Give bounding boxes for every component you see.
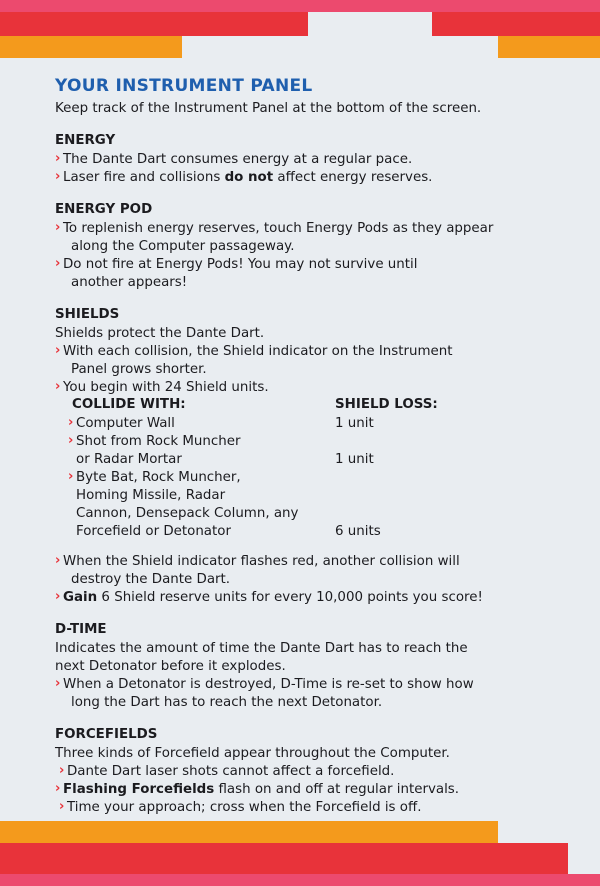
dtime-bullet-1a: › When a Detonator is destroyed, D-Time is re-set to show how (55, 676, 585, 694)
table-row-3b: Homing Missile, Radar (76, 488, 226, 503)
pod-bullet-2a: › Do not fire at Energy Pods! You may not survive until (55, 256, 585, 274)
forcefields-bullet-1: › Flashing Forcefields flash on and off at regular intervals. (55, 781, 585, 799)
table-row-2a: › Shot from Rock Muncher (64, 433, 336, 451)
energy-bullet-1: › The Dante Dart consumes energy at a regular pace. (55, 151, 585, 169)
bottom-red-band (0, 843, 568, 875)
shields-bullet-4: › Gain 6 Shield reserve units for every 10,000 points you score! (55, 589, 585, 607)
shields-bullet-2: › You begin with 24 Shield units. (55, 379, 585, 397)
energy-heading: ENERGY (55, 133, 116, 148)
collide-with-header: COLLIDE WITH: (72, 397, 186, 412)
shield-loss-table (55, 397, 585, 543)
shields-heading: SHIELDS (55, 307, 120, 322)
top-orange-band-left (0, 36, 182, 58)
table-row-3d: Forcefield or Detonator (76, 524, 231, 539)
shields-intro: Shields protect the Dante Dart. (55, 326, 265, 341)
pod-bullet-1a: › To replenish energy reserves, touch Energy Pods as they appear (55, 220, 585, 238)
dtime-heading: D-TIME (55, 622, 107, 637)
table-row-3-value: 6 units (335, 524, 381, 539)
dtime-bullet-1b: long the Dart has to reach the next Detonator. (71, 695, 383, 710)
pod-bullet-1b: along the Computer passageway. (71, 239, 295, 254)
intro-text: Keep track of the Instrument Panel at the bottom of the screen. (55, 101, 482, 116)
shields-bullet-1b: Panel grows shorter. (71, 362, 207, 377)
bottom-pink-band (0, 874, 600, 886)
page-title: YOUR INSTRUMENT PANEL (55, 76, 313, 96)
shields-bullet-1a: › With each collision, the Shield indicator on the Instrument (55, 343, 585, 361)
table-row-1-value: 1 unit (335, 416, 374, 431)
dtime-text-2: next Detonator before it explodes. (55, 659, 286, 674)
shield-loss-header: SHIELD LOSS: (335, 397, 438, 412)
forcefields-sub-1: › Dante Dart laser shots cannot affect a forcefield. (55, 763, 585, 781)
top-pink-band (0, 0, 600, 12)
table-row-2-value: 1 unit (335, 452, 374, 467)
table-row-3a: › Byte Bat, Rock Muncher, (64, 469, 336, 487)
dtime-text-1: Indicates the amount of time the Dante Dart has to reach the (55, 641, 468, 656)
table-row-3c: Cannon, Densepack Column, any (76, 506, 299, 521)
forcefields-heading: FORCEFIELDS (55, 727, 158, 742)
bottom-orange-band (0, 821, 498, 843)
pod-bullet-2b: another appears! (71, 275, 188, 290)
top-orange-band-right (498, 36, 600, 58)
page-content (55, 76, 585, 817)
shields-bullet-3b: destroy the Dante Dart. (71, 572, 231, 587)
shields-bullet-3a: › When the Shield indicator flashes red, another collision will (55, 553, 585, 571)
forcefields-text-1: Three kinds of Forcefield appear throughout the Computer. (55, 746, 450, 761)
table-row-1: › Computer Wall (64, 415, 336, 433)
energy-bullet-2: › Laser fire and collisions do not affect energy reserves. (55, 169, 585, 187)
energy-pod-heading: ENERGY POD (55, 202, 153, 217)
table-row-2b: or Radar Mortar (76, 452, 182, 467)
forcefields-sub-2: › Time your approach; cross when the Forcefield is off. (55, 799, 585, 817)
